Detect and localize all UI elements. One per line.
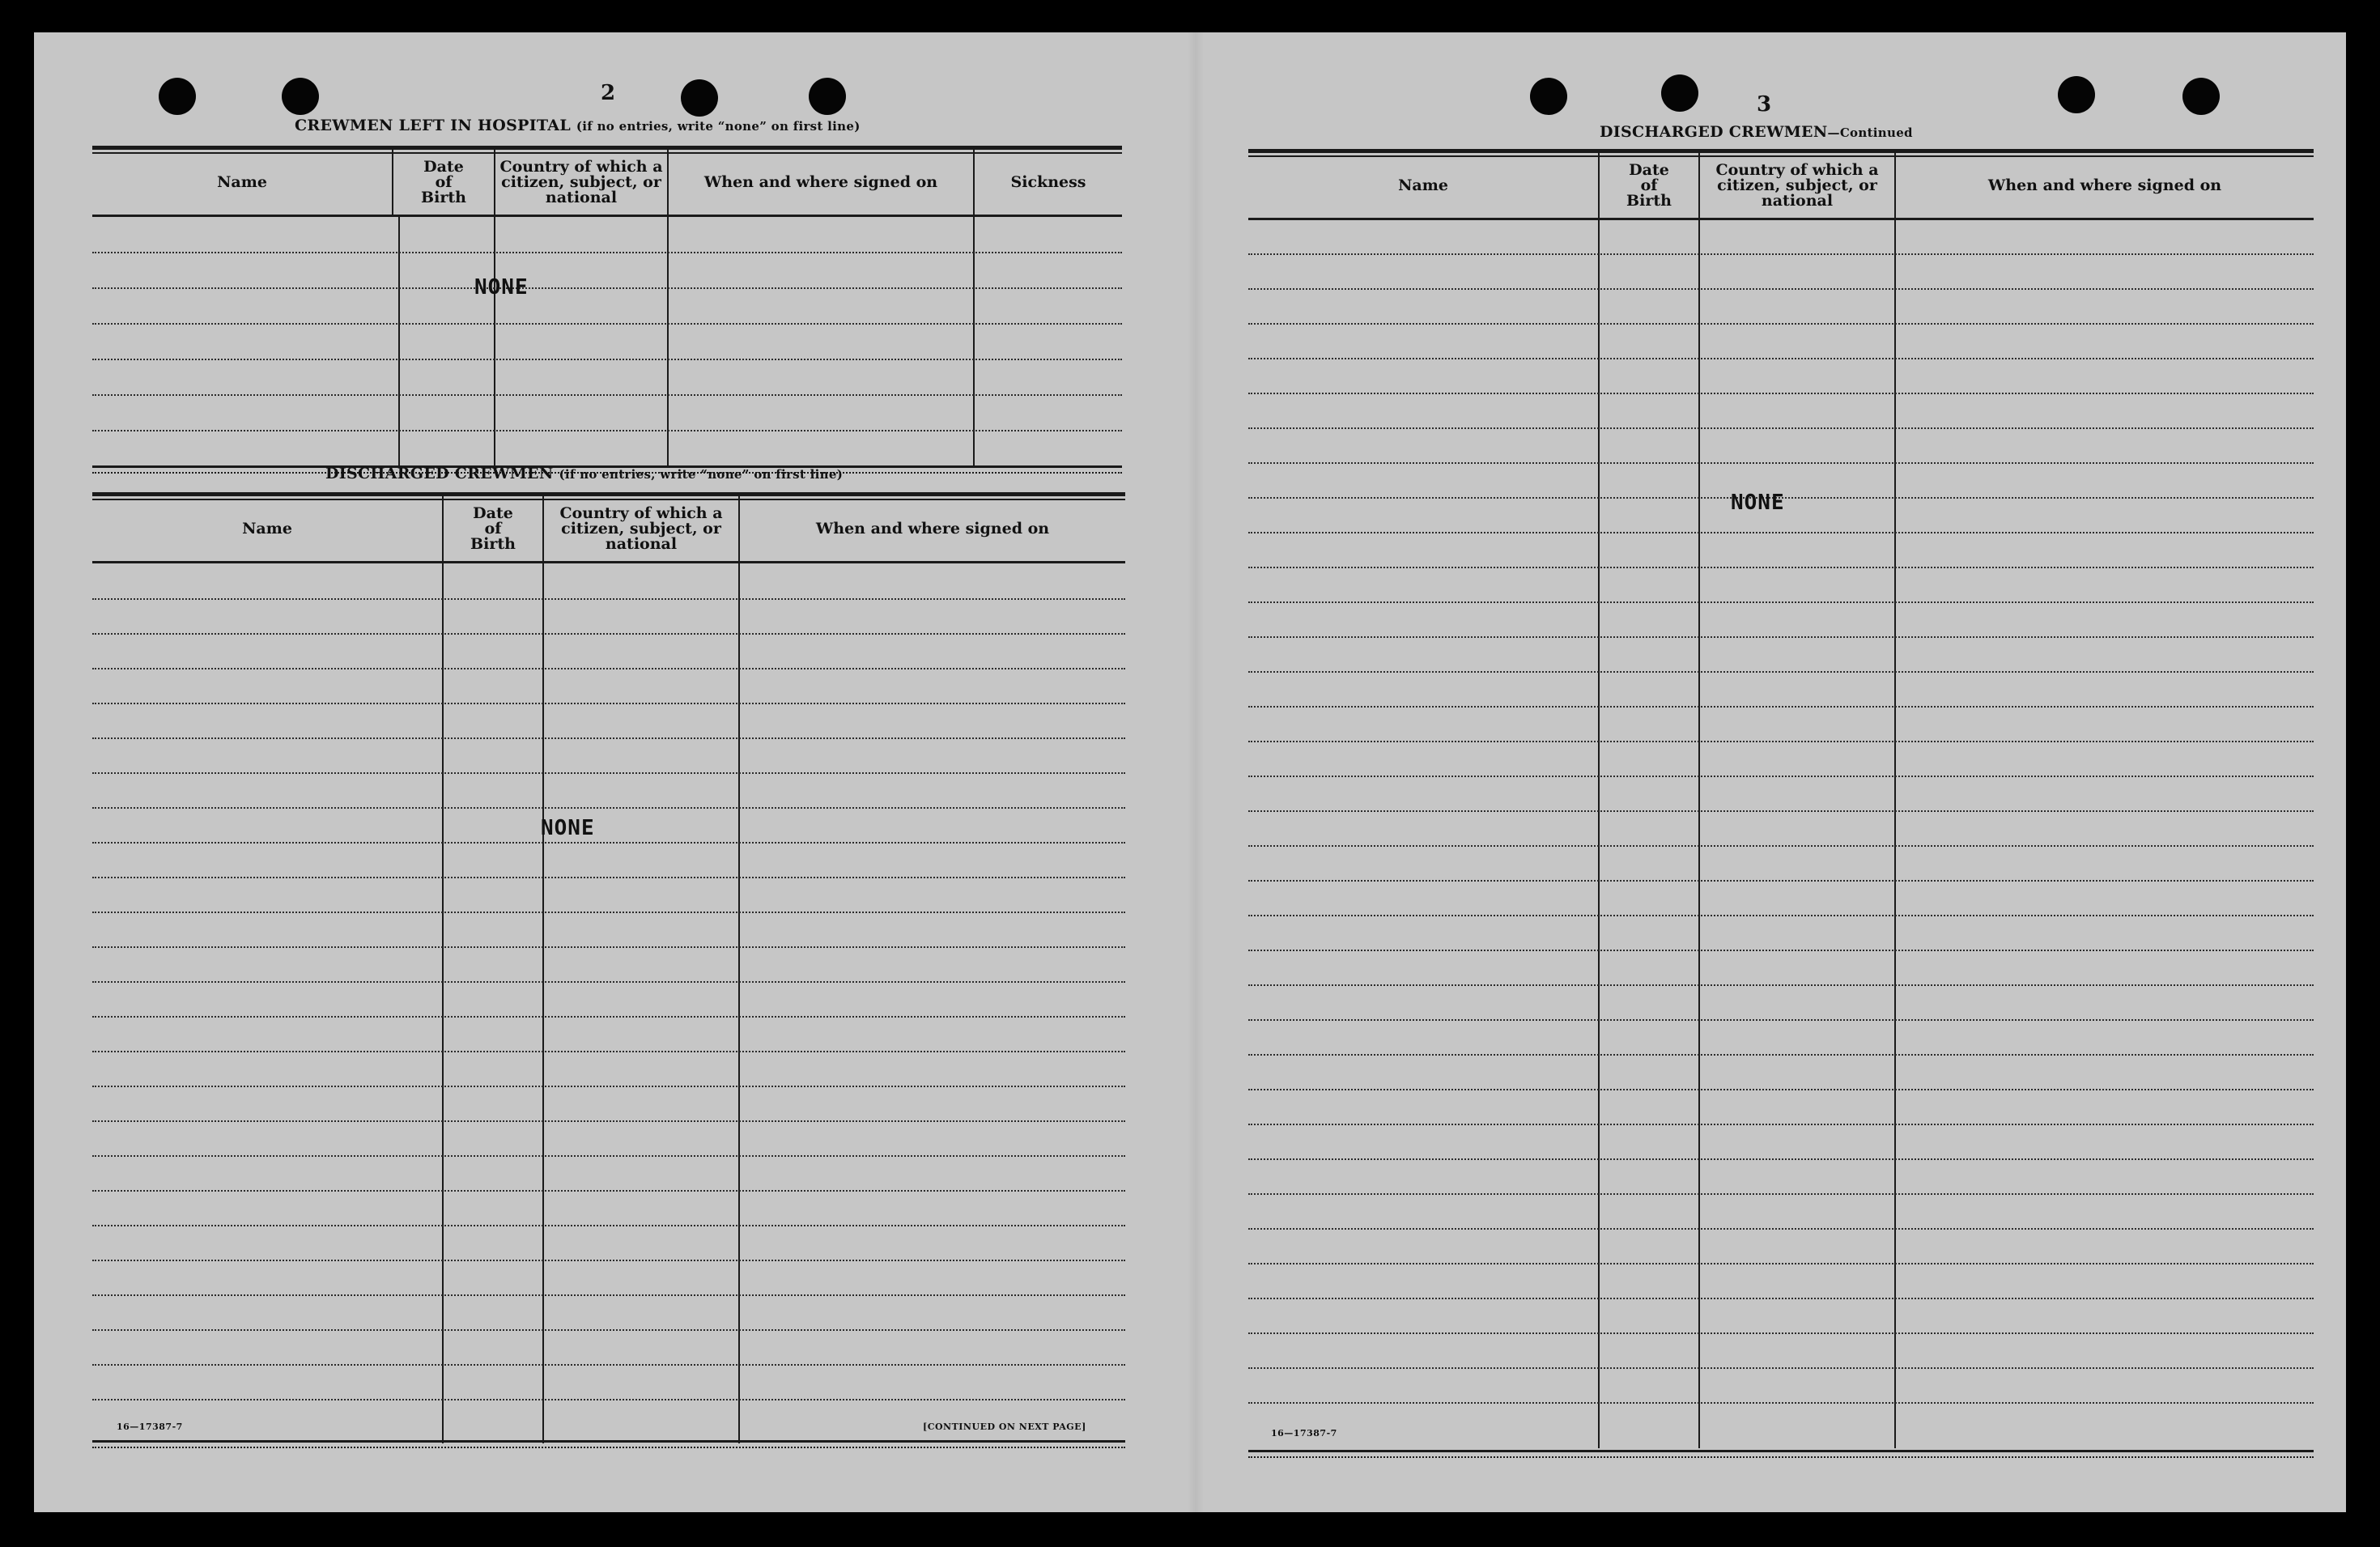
hospital-section-title xyxy=(295,117,861,134)
table-row xyxy=(92,1225,1125,1226)
punch-hole xyxy=(809,78,846,115)
discharged-continued-note: —Continued xyxy=(1827,125,1913,140)
table-row xyxy=(92,394,1122,396)
col-header-name: Name xyxy=(217,172,267,191)
punch-hole xyxy=(1530,78,1567,115)
table-row xyxy=(92,252,1122,253)
table-row xyxy=(92,287,1122,289)
table-row xyxy=(92,1364,1125,1366)
col-divider xyxy=(1894,153,1896,1448)
table-row xyxy=(1248,462,2314,464)
discharged-continued-title xyxy=(1600,123,1913,141)
rule xyxy=(92,1440,1125,1443)
table-row xyxy=(92,737,1125,739)
col-header-signed-on: When and where signed on xyxy=(703,172,938,191)
col-header-country: Country of which a citizen, subject, or national xyxy=(559,504,723,553)
table-row xyxy=(92,703,1125,704)
table-row xyxy=(92,633,1125,635)
table-row xyxy=(92,1329,1125,1331)
table-row xyxy=(92,1294,1125,1296)
table-row xyxy=(92,877,1125,878)
table-row xyxy=(92,323,1122,325)
table-row xyxy=(92,772,1125,774)
punch-hole xyxy=(282,78,319,115)
col-divider xyxy=(494,150,495,467)
hospital-title-note: (if no entries, write “none” on first line) xyxy=(576,119,861,134)
discharged-continued-header xyxy=(1248,153,2314,220)
col-header-dob: Date of Birth xyxy=(1626,160,1672,210)
table-row xyxy=(1248,601,2314,603)
table-row xyxy=(92,1016,1125,1018)
table-row xyxy=(1248,358,2314,359)
table-row xyxy=(92,1260,1125,1261)
col-divider xyxy=(1698,153,1700,1448)
punch-hole xyxy=(2058,76,2095,113)
table-row xyxy=(92,946,1125,948)
table-row xyxy=(1248,984,2314,986)
form-number-left: 16—17387-7 xyxy=(117,1422,183,1432)
table-row xyxy=(1248,253,2314,255)
table-row xyxy=(1248,1332,2314,1334)
document-sheet xyxy=(34,32,2346,1512)
table-row xyxy=(1248,1367,2314,1369)
table-row xyxy=(92,842,1125,844)
col-header-dob: Date of Birth xyxy=(421,157,466,206)
table-row xyxy=(92,1086,1125,1087)
col-header-dob: Date of Birth xyxy=(470,504,516,553)
punch-hole xyxy=(681,79,718,117)
table-row xyxy=(92,912,1125,913)
table-row xyxy=(92,430,1122,431)
table-row xyxy=(92,598,1125,600)
table-row xyxy=(92,807,1125,809)
col-divider xyxy=(1598,153,1600,1448)
hospital-table-header xyxy=(92,150,1122,217)
table-row xyxy=(92,359,1122,360)
col-divider xyxy=(392,150,393,215)
table-row xyxy=(92,1155,1125,1157)
table-row xyxy=(1248,1019,2314,1021)
col-header-name: Name xyxy=(1398,176,1448,194)
table-row xyxy=(1248,915,2314,916)
col-header-country: Country of which a citizen, subject, or national xyxy=(499,157,663,206)
col-header-sickness: Sickness xyxy=(1010,172,1086,191)
table-row xyxy=(1248,1054,2314,1056)
punch-hole xyxy=(2182,78,2220,115)
punch-hole xyxy=(159,78,196,115)
discharged-table-left xyxy=(92,492,1125,1458)
table-row xyxy=(1248,1228,2314,1230)
discharged-title-note: (if no entries, write “none” on first line) xyxy=(559,467,844,482)
discharged-section-title xyxy=(325,465,843,482)
hospital-title-main: CREWMEN LEFT IN HOSPITAL xyxy=(295,117,571,134)
table-row xyxy=(92,1399,1125,1400)
table-row xyxy=(1248,950,2314,951)
table-row xyxy=(92,668,1125,669)
col-divider xyxy=(542,496,544,1443)
col-header-country: Country of which a citizen, subject, or national xyxy=(1715,160,1879,210)
table-row xyxy=(92,981,1125,983)
rule xyxy=(1248,1456,2314,1458)
table-row xyxy=(1248,706,2314,708)
table-row xyxy=(1248,323,2314,325)
table-row xyxy=(92,1051,1125,1052)
col-divider xyxy=(442,496,444,1443)
table-row xyxy=(1248,1089,2314,1090)
table-row xyxy=(1248,1402,2314,1404)
table-row xyxy=(1248,776,2314,777)
none-stamp-discharged: NONE xyxy=(541,816,595,840)
page-gutter xyxy=(1188,32,1204,1512)
table-row xyxy=(1248,427,2314,429)
form-number-right: 16—17387-7 xyxy=(1271,1428,1337,1439)
none-stamp-continued: NONE xyxy=(1731,491,1785,515)
discharged-table-header xyxy=(92,496,1125,563)
table-row xyxy=(1248,567,2314,568)
table-row xyxy=(1248,532,2314,533)
table-row xyxy=(92,1190,1125,1192)
table-row xyxy=(1248,1298,2314,1299)
table-row xyxy=(1248,1124,2314,1125)
table-row xyxy=(1248,741,2314,742)
rule xyxy=(92,1447,1125,1448)
table-row xyxy=(1248,1263,2314,1264)
col-header-signed-on: When and where signed on xyxy=(815,519,1050,538)
hospital-table xyxy=(92,146,1122,474)
continued-note: [CONTINUED ON NEXT PAGE] xyxy=(923,1422,1086,1432)
table-row xyxy=(1248,1193,2314,1195)
discharged-continued-main: DISCHARGED CREWMEN xyxy=(1600,123,1828,141)
table-row xyxy=(1248,671,2314,673)
table-row xyxy=(1248,288,2314,290)
table-row xyxy=(1248,1158,2314,1160)
col-header-signed-on: When and where signed on xyxy=(1987,176,2222,194)
table-row xyxy=(1248,393,2314,394)
table-row xyxy=(1248,845,2314,847)
table-row xyxy=(1248,810,2314,812)
rule xyxy=(1248,1450,2314,1452)
none-stamp-hospital: NONE xyxy=(474,275,529,300)
table-row xyxy=(1248,880,2314,882)
discharged-title-main: DISCHARGED CREWMEN xyxy=(325,465,554,482)
col-header-name: Name xyxy=(242,519,292,538)
page-number-right: 3 xyxy=(1757,92,1772,117)
page-number-left: 2 xyxy=(601,81,616,105)
col-divider xyxy=(667,150,669,467)
table-row xyxy=(1248,636,2314,638)
table-row xyxy=(92,1120,1125,1122)
col-divider xyxy=(973,150,975,467)
discharged-table-right xyxy=(1248,149,2314,1463)
punch-hole xyxy=(1661,74,1698,112)
col-divider xyxy=(738,496,740,1443)
